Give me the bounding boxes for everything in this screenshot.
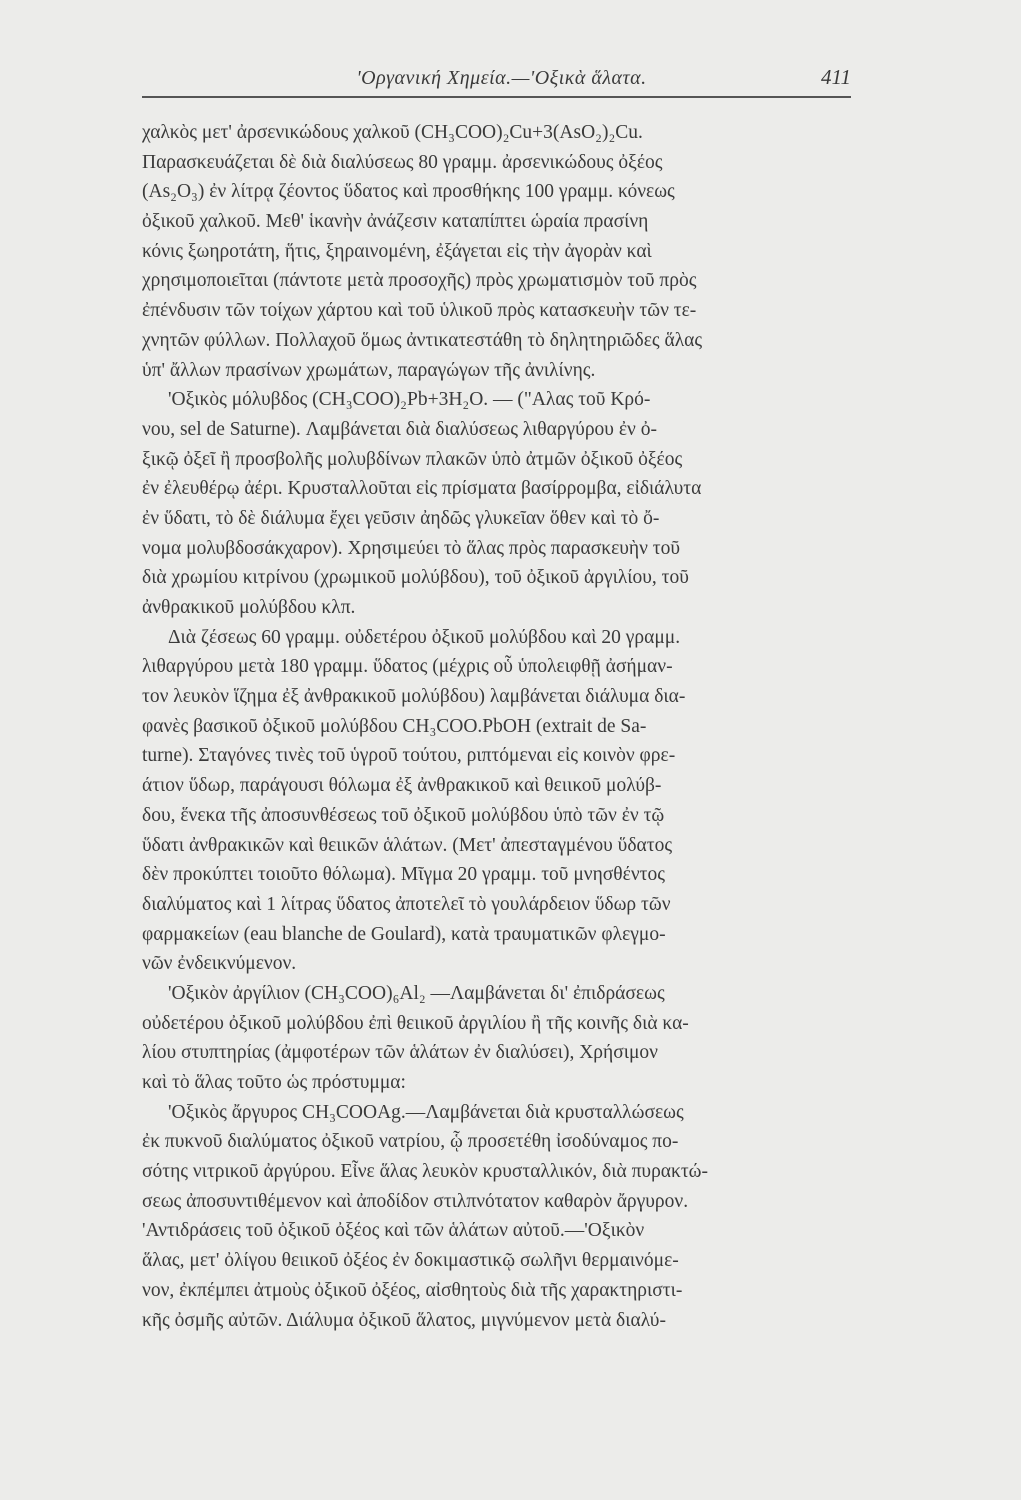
- page-number: 411: [821, 65, 851, 89]
- text-line: κόνις ξωηροτάτη, ἥτις, ξηραινομένη, ἐξάγεται εἰς τὴν ἀγορὰν καὶ: [142, 240, 652, 262]
- text-line: νῶν ἐνδεικνύμενον.: [142, 953, 297, 975]
- text-line: χνητῶν φύλλων. Πολλαχοῦ ὅμως ἀντικατεστάθη τὸ δηλητηριῶδες ἅλας: [142, 329, 703, 351]
- text-line: ἅλας, μετ' ὀλίγου θειικοῦ ὀξέος ἐν δοκιμαστικῷ σωλῆνι θερμαινόμε-: [142, 1250, 679, 1272]
- text-line: οὐδετέρου ὀξικοῦ μολύβδου ἐπὶ θειικοῦ ἀργιλίου ἢ τῆς κοινῆς διὰ κα-: [142, 1012, 689, 1034]
- text-line: ἐν ἐλευθέρῳ ἀέρι. Κρυσταλλοῦται εἰς πρίσματα βασίρρομβα, εἰδιάλυτα: [142, 478, 702, 500]
- section-heading-line: 'Αντιδράσεις τοῦ ὀξικοῦ ὀξέος καὶ τῶν ἁλάτων αὐτοῦ.—'Οξικὸν: [142, 1220, 645, 1242]
- text-line: διὰ χρωμίου κιτρίνου (χρωμικοῦ μολύβδου), τοῦ ὀξικοῦ ἀργιλίου, τοῦ: [142, 567, 689, 589]
- text-line: δου, ἕνεκα τῆς ἀποσυνθέσεως τοῦ ὀξικοῦ μολύβδου ὑπὸ τῶν ἐν τῷ: [142, 804, 665, 826]
- text-line: ὕδατι ἀνθρακικῶν καὶ θειικῶν ἁλάτων. (Μετ' ἀπεσταγμένου ὕδατος: [142, 834, 673, 856]
- text-line: ἀνθρακικοῦ μολύβδου κλπ.: [142, 597, 356, 618]
- text-line: Παρασκευάζεται δὲ διὰ διαλύσεως 80 γραμμ. ἀρσενικώδους ὀξέος: [142, 151, 663, 173]
- text-line: ὀξικοῦ χαλκοῦ. Μεθ' ἱκανὴν ἀνάζεσιν καταπίπτει ὡραία πρασίνη: [142, 211, 649, 233]
- text-line: ὑπ' ἄλλων πρασίνων χρωμάτων, παραγώγων τῆς ἀνιλίνης.: [142, 359, 596, 381]
- text-line: φανὲς βασικοῦ ὀξικοῦ μολύβδου CH₃COO.PbOH (extrait de Sa-: [142, 715, 647, 737]
- text-line: δὲν προκύπτει τοιοῦτο θόλωμα). Μῖγμα 20 γραμμ. τοῦ μνησθέντος: [142, 864, 665, 886]
- text-line: λιθαργύρου μετὰ 180 γραμμ. ὕδατος (μέχρις οὗ ὑπολειφθῇ ἀσήμαν-: [142, 656, 673, 678]
- section-heading-line: 'Οξικὸν ἀργίλιον (CH₃COO)₆Al₂ —Λαμβάνεται δι' ἐπιδράσεως: [168, 982, 665, 1004]
- text-line: χαλκὸς μετ' ἀρσενικώδους χαλκοῦ (CH₃COO)₂Cu+3(AsO₂)₂Cu.: [142, 122, 643, 143]
- paragraph-start-line: Διὰ ζέσεως 60 γραμμ. οὐδετέρου ὀξικοῦ μολύβδου καὶ 20 γραμμ.: [168, 626, 681, 648]
- running-head: 'Οργανική Χημεία.—'Οξικὰ ἅλατα.: [356, 67, 647, 89]
- text-line: τον λευκὸν ἵζημα ἐξ ἀνθρακικοῦ μολύβδου) λαμβάνεται διάλυμα δια-: [142, 686, 686, 708]
- text-line: καὶ τὸ ἅλας τοῦτο ὡς πρόστυμμα:: [142, 1072, 406, 1093]
- text-line: νον, ἐκπέμπει ἀτμοὺς ὀξικοῦ ὀξέος, αἰσθητοὺς διὰ τῆς χαρακτηριστι-: [142, 1279, 683, 1301]
- header-rule: [142, 96, 851, 98]
- text-line: κῆς ὀσμῆς αὐτῶν. Διάλυμα ὀξικοῦ ἅλατος, μιγνύμενον μετὰ διαλύ-: [142, 1309, 666, 1331]
- text-line: λίου στυπτηρίας (ἀμφοτέρων τῶν ἁλάτων ἐν διαλύσει), Χρήσιμον: [142, 1042, 658, 1064]
- text-line: άτιον ὕδωρ, παράγουσι θόλωμα ἐξ ἀνθρακικοῦ καὶ θειικοῦ μολύβ-: [142, 775, 662, 797]
- text-line: νομα μολυβδοσάκχαρον). Χρησιμεύει τὸ ἅλας πρὸς παρασκευὴν τοῦ: [142, 537, 681, 559]
- text-line: ἐν ὕδατι, τὸ δὲ διάλυμα ἔχει γεῦσιν ἀηδῶς γλυκεῖαν ὅθεν καὶ τὸ ὄ-: [142, 507, 660, 529]
- body-text: [142, 118, 851, 1335]
- text-line: χρησιμοποιεῖται (πάντοτε μετὰ προσοχῆς) πρὸς χρωματισμὸν τοῦ πρὸς: [142, 270, 697, 292]
- text-line: (As₂O₃) ἐν λίτρᾳ ζέοντος ὕδατος καὶ προσθήκης 100 γραμμ. κόνεως: [142, 181, 675, 203]
- text-line: σεως ἀποσυντιθέμενον καὶ ἀποδίδον στιλπνότατον καθαρὸν ἄργυρον.: [142, 1190, 689, 1212]
- text-line: ἐκ πυκνοῦ διαλύματος ὀξικοῦ νατρίου, ᾧ προσετέθη ἰσοδύναμος πο-: [142, 1131, 679, 1153]
- page-header: [142, 60, 851, 90]
- text-line: ἐπένδυσιν τῶν τοίχων χάρτου καὶ τοῦ ὑλικοῦ πρὸς κατασκευὴν τῶν τε-: [142, 300, 697, 322]
- section-heading-line: 'Οξικὸς ἄργυρος CH₃COOAg.—Λαμβάνεται διὰ κρυσταλλώσεως: [168, 1101, 684, 1123]
- text-line: σότης νιτρικοῦ ἀργύρου. Εἶνε ἅλας λευκὸν κρυσταλλικόν, διὰ πυρακτώ-: [142, 1161, 709, 1183]
- text-line: ξικῷ ὀξεῖ ἢ προσβολῆς μολυβδίνων πλακῶν ὑπὸ ἀτμῶν ὀξικοῦ ὀξέος: [142, 448, 683, 470]
- text-line: νου, sel de Saturne). Λαμβάνεται διὰ διαλύσεως λιθαργύρου ἐν ὀ-: [142, 418, 657, 440]
- text-line: turne). Σταγόνες τινὲς τοῦ ὑγροῦ τούτου, ριπτόμεναι εἰς κοινὸν φρε-: [142, 745, 676, 767]
- text-line: διαλύματος καὶ 1 λίτρας ὕδατος ἀποτελεῖ τὸ γουλάρδειον ὕδωρ τῶν: [142, 893, 671, 915]
- section-heading-line: 'Οξικὸς μόλυβδος (CH₃COO)₂Pb+3H₂O. — ("Αλας τοῦ Κρό-: [168, 389, 651, 411]
- text-line: φαρμακείων (eau blanche de Goulard), κατὰ τραυματικῶν φλεγμο-: [142, 923, 666, 945]
